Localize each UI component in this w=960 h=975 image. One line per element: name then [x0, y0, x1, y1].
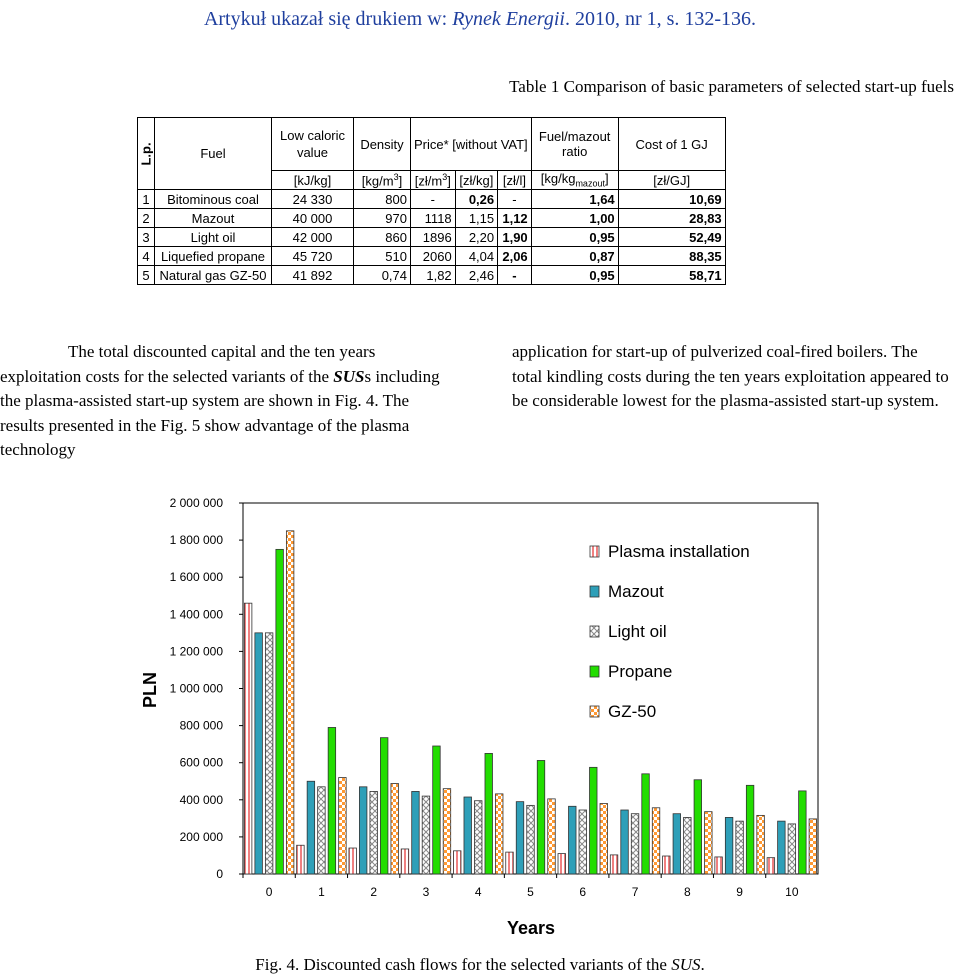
bar-mazout — [412, 791, 420, 874]
table-cell: 10,69 — [618, 190, 725, 209]
bar-mazout — [569, 806, 577, 874]
bar-light-oil — [631, 814, 639, 874]
header-cost: Cost of 1 GJ — [618, 118, 725, 171]
table-cell: Natural gas GZ-50 — [155, 266, 272, 285]
bar-propane — [590, 767, 598, 874]
bar-plasma-installation — [401, 849, 409, 874]
y-tick-label: 1 400 000 — [169, 607, 223, 622]
x-tick-label: 8 — [683, 885, 691, 899]
figure-caption — [0, 955, 960, 975]
bar-light-oil — [788, 824, 796, 874]
fuel-comparison-table — [137, 117, 726, 285]
bar-light-oil — [684, 817, 692, 874]
x-tick-label: 3 — [422, 885, 430, 899]
table-header-row — [138, 118, 726, 171]
bar-plasma-installation — [297, 845, 305, 874]
body-text-left: The total discounted capital and the ten years exploitation costs for the selected variants of the SUSs including the plasma-assisted start-up system are shown in Fig. 4. The results presented in the Fig. 5 show advantage of the plasma technology — [0, 342, 440, 459]
table-cell: 1,00 — [531, 209, 618, 228]
unit-cell: [zł/l] — [498, 171, 532, 190]
unit-cell: $[kg/m^3]$ — [354, 171, 411, 190]
bar-propane — [328, 727, 336, 874]
bar-mazout — [621, 810, 629, 874]
bar-mazout — [307, 781, 315, 874]
bar-plasma-installation — [453, 851, 461, 874]
discounted-cash-flow-chart — [0, 490, 960, 952]
table-cell: - — [411, 190, 456, 209]
bar-mazout — [778, 821, 786, 874]
y-tick-label: 1 000 000 — [169, 681, 223, 696]
bar-gz-50 — [600, 804, 608, 874]
bar-mazout — [673, 814, 681, 874]
unit-cell: $[zł/m^3]$ — [411, 171, 456, 190]
bar-light-oil — [318, 787, 326, 874]
table-cell: 1896 — [411, 228, 456, 247]
bar-light-oil — [579, 810, 587, 874]
legend-label: Plasma installation — [608, 542, 750, 561]
bar-mazout — [464, 797, 472, 874]
bar-propane — [642, 774, 650, 874]
table-cell: - — [498, 190, 532, 209]
bar-gz-50 — [652, 808, 660, 874]
y-tick-label: 1 800 000 — [169, 533, 223, 548]
table-cell: 2,20 — [455, 228, 497, 247]
x-axis-label: Years — [506, 918, 556, 938]
bar-plasma-installation — [244, 603, 252, 874]
unit-cell: $[kg/kg_{mazout}]$ — [531, 171, 618, 190]
bar-propane — [485, 753, 493, 874]
legend-swatch — [590, 666, 599, 677]
bar-propane — [799, 791, 807, 874]
table-row — [138, 190, 726, 209]
y-axis-label: PLN — [140, 672, 160, 708]
table-cell: 860 — [354, 228, 411, 247]
table-cell: 45 720 — [272, 247, 354, 266]
table-cell: 58,71 — [618, 266, 725, 285]
legend-label: Light oil — [608, 622, 667, 641]
table-cell: 2,46 — [455, 266, 497, 285]
bar-propane — [276, 549, 284, 874]
header-lp: L.p. — [138, 118, 155, 190]
bar-gz-50 — [757, 815, 765, 874]
table-cell: 3 — [138, 228, 155, 247]
y-tick-label: 1 600 000 — [169, 570, 223, 585]
bar-light-oil — [422, 796, 430, 874]
bar-plasma-installation — [610, 855, 618, 874]
header-fuel: Fuel — [155, 118, 272, 190]
x-tick-label: 10 — [785, 885, 799, 899]
header-suffix: . 2010, nr 1, s. 132-136. — [564, 8, 757, 30]
table-cell: 41 892 — [272, 266, 354, 285]
y-tick-label: 400 000 — [179, 792, 223, 807]
unit-cell: [zł/kg] — [455, 171, 497, 190]
legend-label: Propane — [608, 662, 673, 681]
y-tick-label: 200 000 — [179, 829, 223, 844]
table-cell: 0,87 — [531, 247, 618, 266]
bar-gz-50 — [705, 812, 713, 874]
table-row — [138, 247, 726, 266]
table-cell: Liquefied propane — [155, 247, 272, 266]
unit-cell: [zł/GJ] — [618, 171, 725, 190]
bar-plasma-installation — [767, 858, 775, 874]
table-cell: 1,64 — [531, 190, 618, 209]
table-cell: 1 — [138, 190, 155, 209]
bar-gz-50 — [809, 819, 817, 874]
bar-mazout — [516, 802, 524, 874]
table-cell: 42 000 — [272, 228, 354, 247]
y-tick-label: 600 000 — [179, 755, 223, 770]
bar-gz-50 — [548, 799, 556, 874]
table-cell: 2060 — [411, 247, 456, 266]
header-prefix: Artykuł ukazał się drukiem w: — [203, 8, 453, 30]
table-cell: 800 — [354, 190, 411, 209]
y-tick-label: 2 000 000 — [169, 496, 223, 510]
table-cell: 0,74 — [354, 266, 411, 285]
table-cell: 28,83 — [618, 209, 725, 228]
y-tick-label: 1 200 000 — [169, 644, 223, 659]
bar-light-oil — [474, 801, 482, 874]
bar-propane — [746, 785, 754, 874]
table-cell: 0,26 — [455, 190, 497, 209]
bar-plasma-installation — [506, 852, 514, 874]
bar-plasma-installation — [715, 857, 723, 874]
table-row — [138, 266, 726, 285]
bar-plasma-installation — [558, 854, 566, 874]
header-low-caloric: Low caloric value — [272, 118, 354, 171]
figure-caption-prefix: Fig. 4. Discounted cash flows for the selected variants of the — [255, 955, 672, 974]
table-cell: 0,95 — [531, 266, 618, 285]
legend-swatch — [590, 546, 599, 557]
bar-gz-50 — [339, 778, 347, 874]
x-tick-label: 9 — [736, 885, 743, 899]
table-cell: 1118 — [411, 209, 456, 228]
bar-light-oil — [527, 805, 535, 874]
header-ratio: Fuel/mazout ratio — [531, 118, 618, 171]
table-cell: Bitominous coal — [155, 190, 272, 209]
figure-caption-suffix: . — [700, 955, 705, 974]
unit-cell: [kJ/kg] — [272, 171, 354, 190]
bar-propane — [380, 738, 388, 874]
table-cell: 1,12 — [498, 209, 532, 228]
table-cell: Mazout — [155, 209, 272, 228]
legend-swatch — [590, 626, 599, 637]
bar-propane — [537, 760, 545, 874]
x-tick-label: 6 — [579, 885, 587, 899]
legend-label: Mazout — [608, 582, 664, 601]
table-caption: Table 1 Comparison of basic parameters of selected start-up fuels — [509, 77, 954, 96]
table-cell: 1,82 — [411, 266, 456, 285]
bar-plasma-installation — [349, 848, 357, 874]
table-cell: 1,15 — [455, 209, 497, 228]
bar-propane — [694, 780, 702, 874]
table-cell: 2 — [138, 209, 155, 228]
header-density: Density — [354, 118, 411, 171]
bar-propane — [433, 746, 441, 874]
bar-gz-50 — [391, 783, 399, 874]
bar-mazout — [725, 817, 733, 874]
x-tick-label: 4 — [474, 885, 482, 899]
table-cell: - — [498, 266, 532, 285]
table-cell: 510 — [354, 247, 411, 266]
bar-gz-50 — [286, 531, 294, 874]
bar-light-oil — [265, 633, 273, 874]
header-journal: Rynek Energii — [452, 8, 565, 30]
table-cell: 4,04 — [455, 247, 497, 266]
publication-header — [0, 8, 960, 31]
bar-light-oil — [370, 791, 378, 874]
table-cell: 40 000 — [272, 209, 354, 228]
bar-gz-50 — [443, 789, 451, 874]
bar-mazout — [359, 787, 367, 874]
table-cell: 1,90 — [498, 228, 532, 247]
table-cell: 24 330 — [272, 190, 354, 209]
bar-gz-50 — [495, 794, 503, 874]
header-price: Price* [without VAT] — [411, 118, 532, 171]
table-row — [138, 209, 726, 228]
legend-swatch — [590, 706, 599, 717]
x-tick-label: 5 — [527, 885, 534, 899]
table-cell: 2,06 — [498, 247, 532, 266]
bar-mazout — [255, 633, 262, 874]
table-cell: 0,95 — [531, 228, 618, 247]
table-cell: 88,35 — [618, 247, 725, 266]
x-tick-label: 0 — [265, 885, 273, 899]
x-tick-label: 7 — [631, 885, 639, 899]
table-cell: 4 — [138, 247, 155, 266]
table-cell: 5 — [138, 266, 155, 285]
legend-swatch — [590, 586, 599, 597]
table-cell: Light oil — [155, 228, 272, 247]
y-tick-label: 800 000 — [179, 718, 223, 733]
table-cell: 52,49 — [618, 228, 725, 247]
y-tick-label: 0 — [216, 867, 223, 881]
legend-label: GZ-50 — [608, 702, 657, 721]
body-text-right: application for start-up of pulverized coal-fired boilers. The total kindling costs during the ten years exploitation appeared to be considerable lowest for the plasma-assisted start-up system. — [512, 342, 949, 410]
table-cell: 970 — [354, 209, 411, 228]
x-tick-label: 2 — [370, 885, 378, 899]
x-tick-label: 1 — [318, 885, 325, 899]
table-row — [138, 228, 726, 247]
bar-plasma-installation — [663, 856, 671, 874]
bar-light-oil — [736, 821, 744, 874]
figure-caption-italic: SUS — [671, 955, 701, 974]
